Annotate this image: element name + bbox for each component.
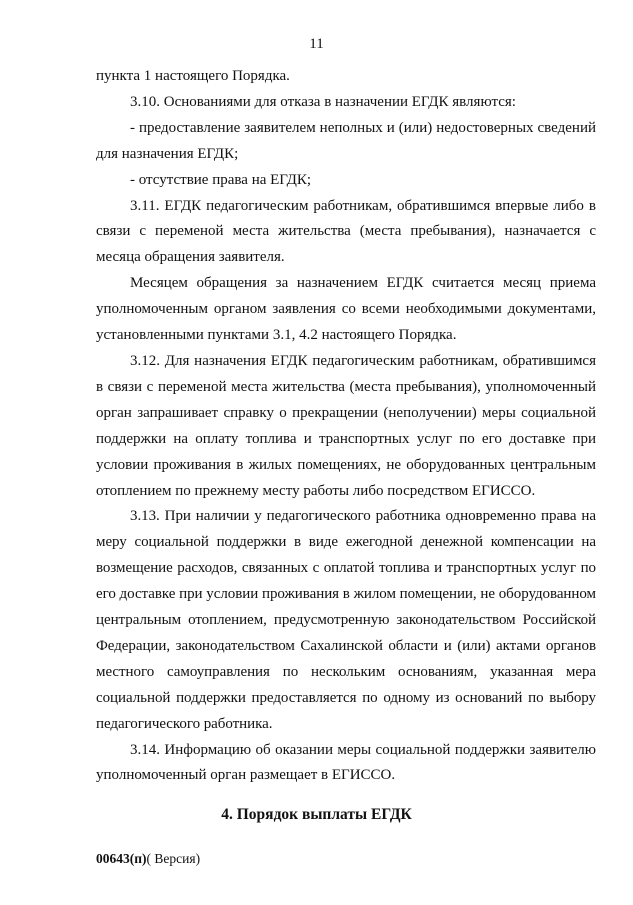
document-footer xyxy=(96,851,200,867)
paragraph-continuation: пункта 1 настоящего Порядка. xyxy=(96,68,290,84)
section-heading: 4. Порядок выплаты ЕГДК xyxy=(221,806,412,823)
paragraph-3-13: 3.13. При наличии у педагогического работника одновременно права на меру социальной поддержки в виде ежегодной денежной компенсации на возмещение расходов, связанных с оплатой топлива и транспортных услуг по его доставке при условии проживания в жилом помещении, не оборудованном центральным отоплением, предусмотренную законодательством Российской Федерации, законодательством Сахалинской области и (или) актами органов местного самоуправления по нескольким основаниям, указанная мера социальной поддержки предоставляется по одному из оснований по выбору педагогического работника. xyxy=(96,508,596,732)
paragraph-3-12: 3.12. Для назначения ЕГДК педагогическим работникам, обратившимся в связи с переменой места жительства (места пребывания), уполномоченный орган запрашивает справку о прекращении (неполучении) меры социальной поддержки на оплату топлива и транспортных услуг по его доставке при условии проживания в жилых помещениях, не оборудованных центральным отоплением по прежнему месту работы либо посредством ЕГИССО. xyxy=(96,352,596,499)
document-body xyxy=(96,64,596,789)
paragraph-refusal-reason-1: - предоставление заявителем неполных и (или) недостоверных сведений для назначения ЕГДК; xyxy=(96,119,596,162)
paragraph-refusal-reason-2: - отсутствие права на ЕГДК; xyxy=(130,171,312,188)
paragraph-3-10: 3.10. Основаниями для отказа в назначении ЕГДК являются: xyxy=(130,93,516,110)
paragraph-application-month: Месяцем обращения за назначением ЕГДК считается месяц приема уполномоченным органом заявления со всеми необходимыми документами, установленными пунктами 3.1, 4.2 настоящего Порядка. xyxy=(96,275,596,344)
document-code: 00643(п) xyxy=(96,851,147,866)
paragraph-3-11: 3.11. ЕГДК педагогическим работникам, обратившимся впервые либо в связи с переменой места жительства (места пребывания), назначается с месяца обращения заявителя. xyxy=(96,197,596,266)
document-version: ( Версия) xyxy=(146,851,201,866)
page-number: 11 xyxy=(309,36,324,52)
paragraph-3-14: 3.14. Информацию об оказании меры социальной поддержки заявителю уполномоченный орган размещает в ЕГИССО. xyxy=(96,741,596,784)
